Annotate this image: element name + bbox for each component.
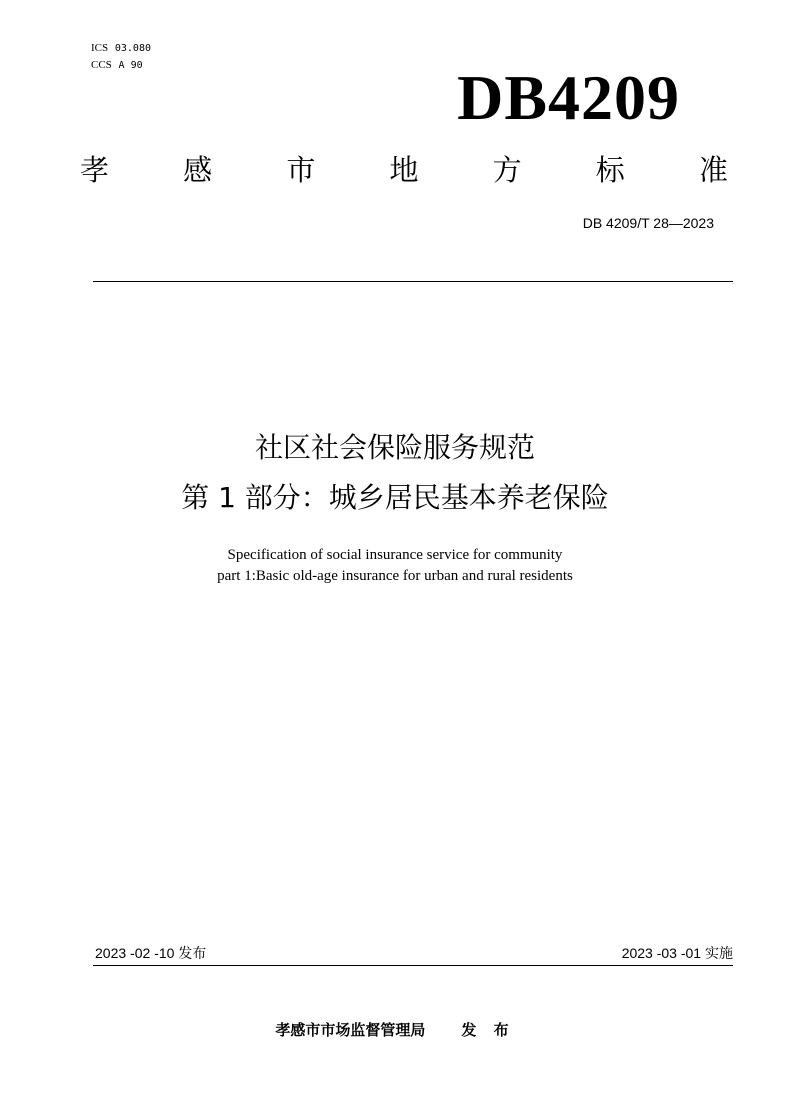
title-cn-line2: 第 1 部分：城乡居民基本养老保险 — [181, 481, 609, 514]
standard-type-char: 感 — [183, 153, 213, 187]
standard-type-char: 准 — [698, 153, 728, 187]
standard-type-char: 标 — [595, 153, 625, 187]
issuer — [0, 1019, 790, 1040]
bottom-divider — [93, 965, 733, 966]
title-cn-line1: 社区社会保险服务规范 — [254, 431, 535, 464]
standard-type-char: 地 — [389, 153, 419, 187]
classification-codes — [91, 40, 151, 74]
title-en-line2: part 1:Basic old-age insurance for urban and rural residents — [217, 568, 573, 584]
standard-type — [80, 150, 728, 190]
standard-code: DB4209 — [457, 62, 680, 133]
issuer-verb: 发 布 — [461, 1021, 515, 1039]
standard-type-char: 孝 — [80, 153, 110, 187]
implementation-date: 2023 -03 -01 实施 — [621, 945, 733, 961]
issuer-name: 孝感市市场监督管理局 — [275, 1021, 426, 1039]
ics-line — [91, 40, 151, 57]
standard-type-char: 市 — [286, 153, 316, 187]
standard-number: DB 4209/T 28—2023 — [582, 215, 714, 231]
title-en-line1: Specification of social insurance service for community — [227, 547, 563, 563]
standard-type-char: 方 — [492, 153, 522, 187]
issue-date: 2023 -02 -10 发布 — [95, 945, 207, 961]
ccs-value: A 90 — [118, 60, 143, 71]
ccs-label: CCS — [91, 59, 112, 71]
ics-value: 03.080 — [114, 43, 151, 54]
ics-label: ICS — [91, 42, 109, 54]
ccs-line — [91, 57, 151, 74]
top-divider — [93, 281, 733, 282]
